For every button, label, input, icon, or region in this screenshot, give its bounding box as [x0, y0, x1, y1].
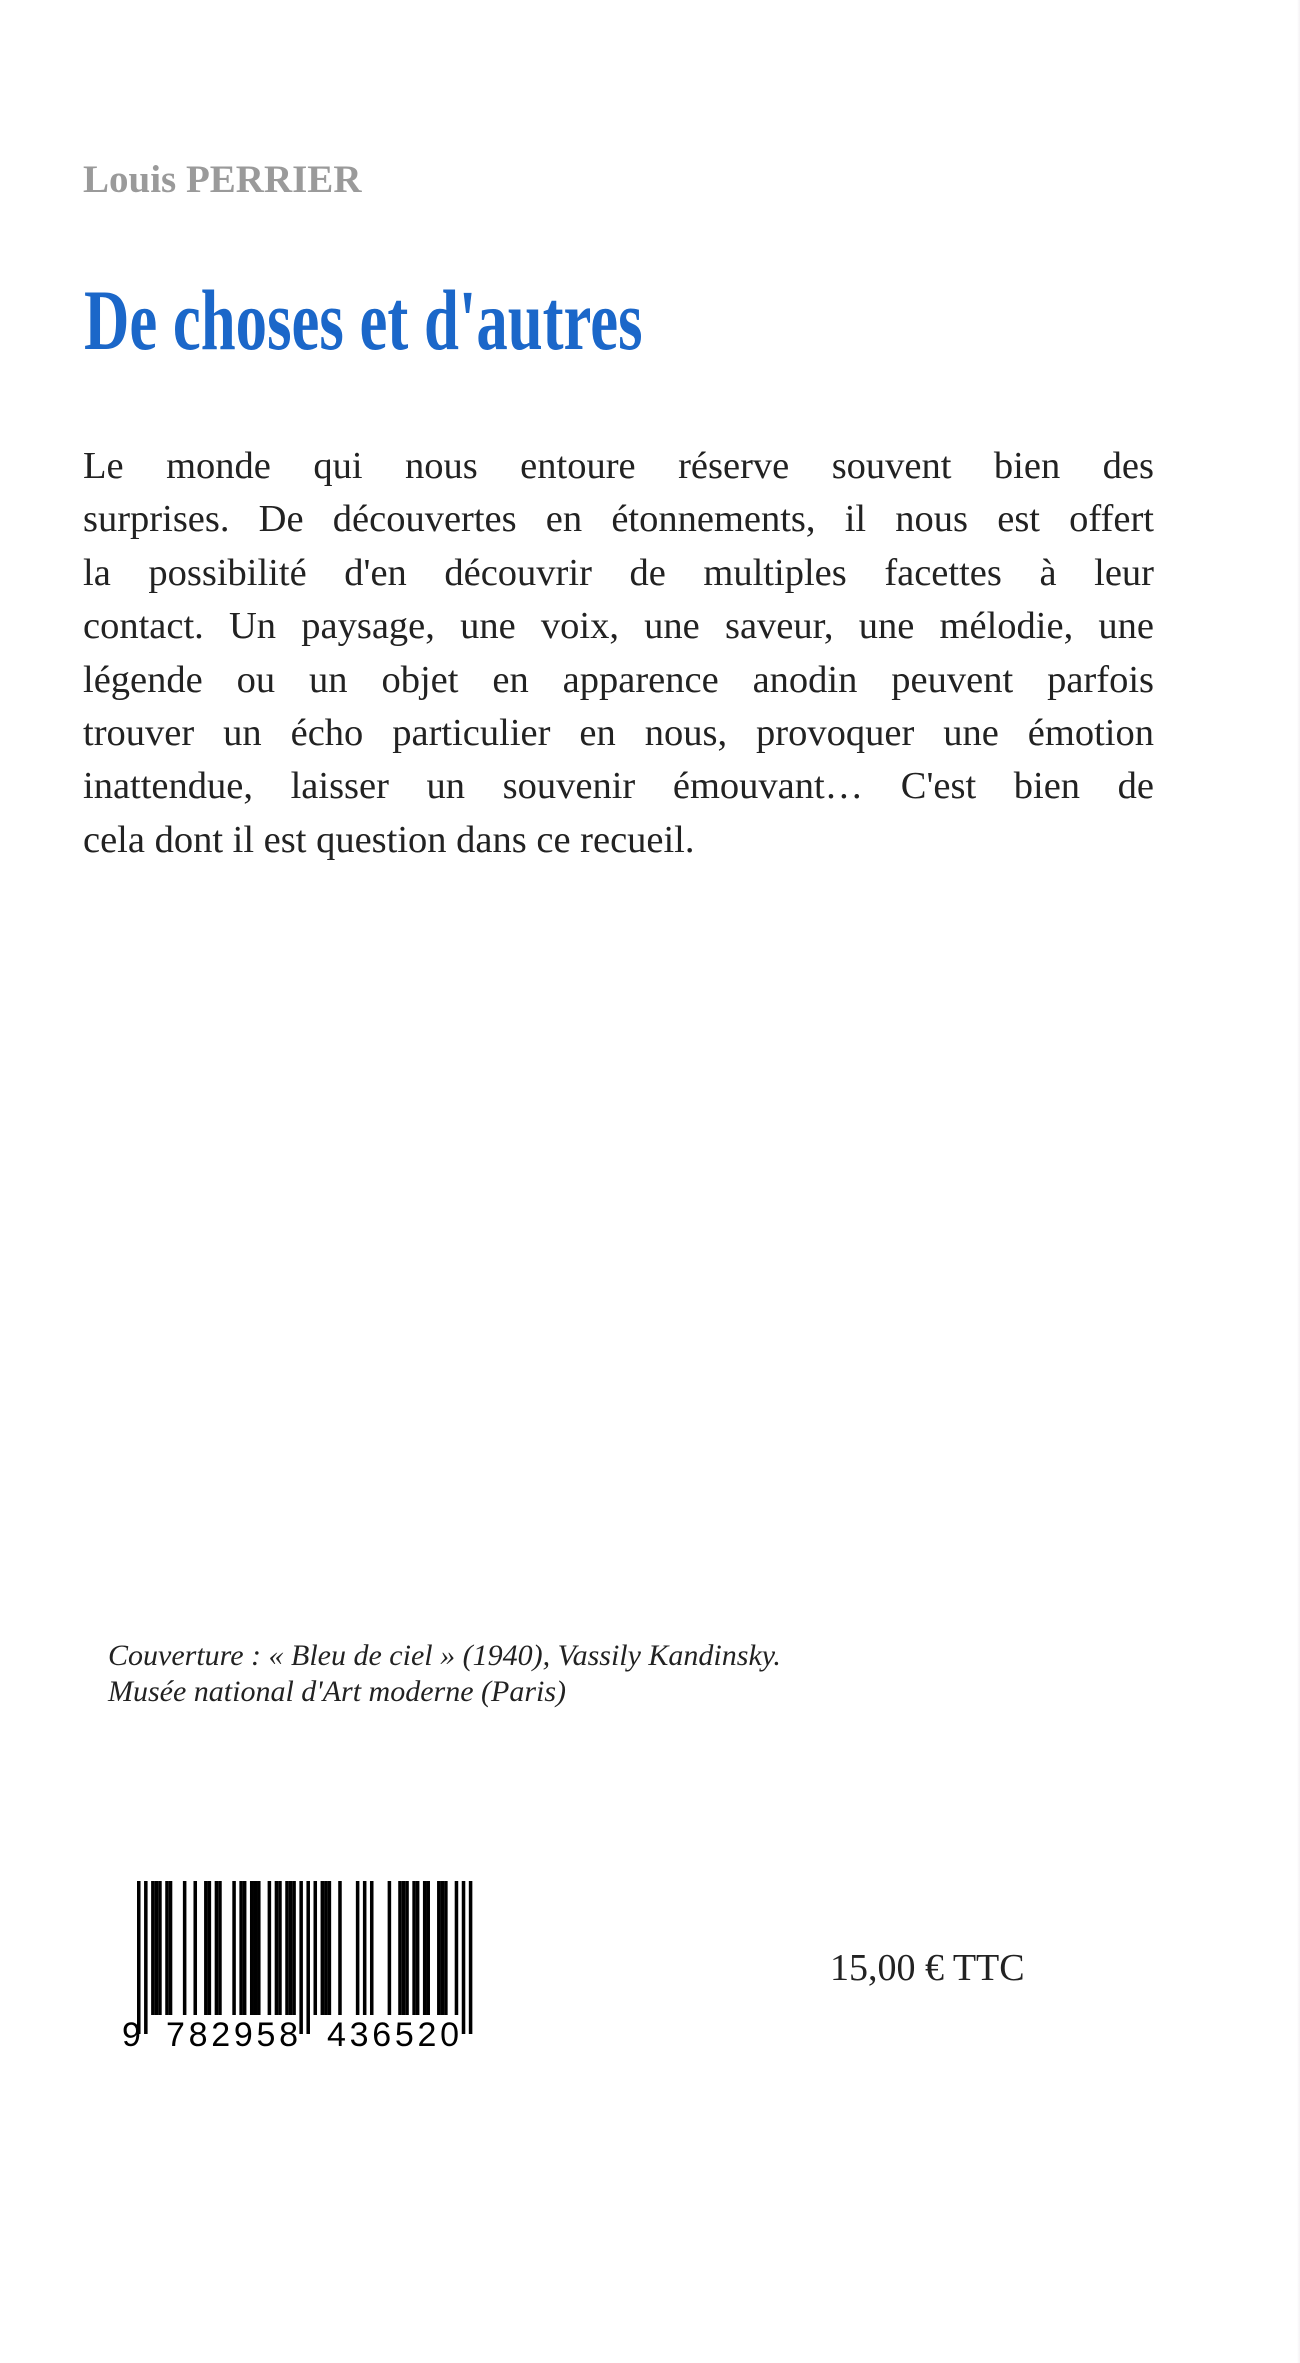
barcode-bar [183, 1881, 187, 2015]
blurb-line: la possibilité d'en découvrir de multiples facettes à leur [83, 551, 1154, 594]
barcode-bar [402, 1881, 406, 2015]
barcode-bar [165, 1881, 169, 2015]
barcode-bar [155, 1881, 159, 2015]
barcode-bar [455, 1881, 459, 2015]
blurb-line: Le monde qui nous entoure réserve souvent bien des [83, 445, 1154, 487]
blurb-line: surprises. De découvertes en étonnements, il nous est offert [83, 498, 1154, 541]
isbn-barcode [120, 1878, 480, 2058]
barcode-guard-bar [144, 1881, 148, 2034]
barcode-bar [275, 1881, 279, 2015]
barcode-bar [292, 1881, 296, 2015]
barcode-bar [338, 1881, 342, 2015]
barcode-bar [412, 1881, 416, 2015]
author-name: Louis PERRIER [83, 158, 362, 201]
cover-credit-line: Couverture : « Bleu de ciel » (1940), Vassily Kandinsky. [108, 1639, 781, 1672]
barcode-bar [324, 1881, 328, 2015]
barcode-bar [253, 1881, 257, 2015]
barcode-bar [151, 1881, 155, 2015]
barcode-bar [416, 1881, 420, 2015]
barcode-guard-bar [306, 1881, 310, 2034]
barcode-bar [268, 1881, 272, 2015]
barcode-bar [169, 1881, 173, 2015]
barcode-bar [426, 1881, 430, 2015]
barcode-bar [441, 1881, 445, 2015]
cover-credit-line: Musée national d'Art moderne (Paris) [108, 1675, 567, 1708]
barcode-bar [444, 1881, 448, 2015]
blurb-line: légende ou un objet en apparence anodin peuvent parfois [83, 658, 1154, 701]
barcode-guard-bar [469, 1881, 473, 2034]
barcode-bar [388, 1881, 392, 2015]
barcode-guard-bar [462, 1881, 466, 2034]
barcode-bars [137, 1881, 472, 2034]
barcode-bar [208, 1881, 212, 2015]
price-label: 15,00 € TTC [830, 1947, 1025, 1989]
barcode-bar [289, 1881, 293, 2015]
barcode-bar [243, 1881, 247, 2015]
isbn-right-digits: 436520 [327, 2016, 459, 2054]
barcode-bar [398, 1881, 402, 2015]
barcode-graphic [120, 1878, 480, 2058]
barcode-bar [250, 1881, 254, 2015]
barcode-bar [158, 1881, 162, 2015]
barcode-bar [363, 1881, 367, 2015]
barcode-bar [437, 1881, 441, 2015]
barcode-bar [232, 1881, 236, 2015]
isbn-first-digit: 9 [122, 2016, 141, 2054]
barcode-bar [285, 1881, 289, 2015]
blurb-line: inattendue, laisser un souvenir émouvant… C'est bien de [83, 765, 1154, 808]
barcode-bar [370, 1881, 374, 2015]
barcode-bar [405, 1881, 409, 2015]
barcode-bar [314, 1881, 318, 2015]
barcode-bar [239, 1881, 243, 2015]
barcode-bar [193, 1881, 197, 2015]
barcode-bar [215, 1881, 219, 2015]
barcode-bar [356, 1881, 360, 2015]
back-cover-blurb [83, 440, 1154, 867]
barcode-guard-bar [137, 1881, 141, 2034]
isbn-left-digits: 782958 [166, 2016, 298, 2054]
barcode-bar [218, 1881, 222, 2015]
barcode-bar [278, 1881, 282, 2015]
cover-credit [108, 1638, 781, 1710]
barcode-guard-bar [299, 1881, 303, 2034]
barcode-bar [257, 1881, 261, 2015]
barcode-bar [204, 1881, 208, 2015]
blurb-line: contact. Un paysage, une voix, une saveur, une mélodie, une [83, 605, 1154, 648]
barcode-bar [328, 1881, 332, 2015]
book-title: De choses et d'autres [84, 272, 643, 368]
barcode-bar [321, 1881, 325, 2015]
blurb-line: cela dont il est question dans ce recueil. [83, 818, 695, 861]
barcode-bar [423, 1881, 427, 2015]
blurb-line: trouver un écho particulier en nous, provoquer une émotion [83, 712, 1154, 755]
